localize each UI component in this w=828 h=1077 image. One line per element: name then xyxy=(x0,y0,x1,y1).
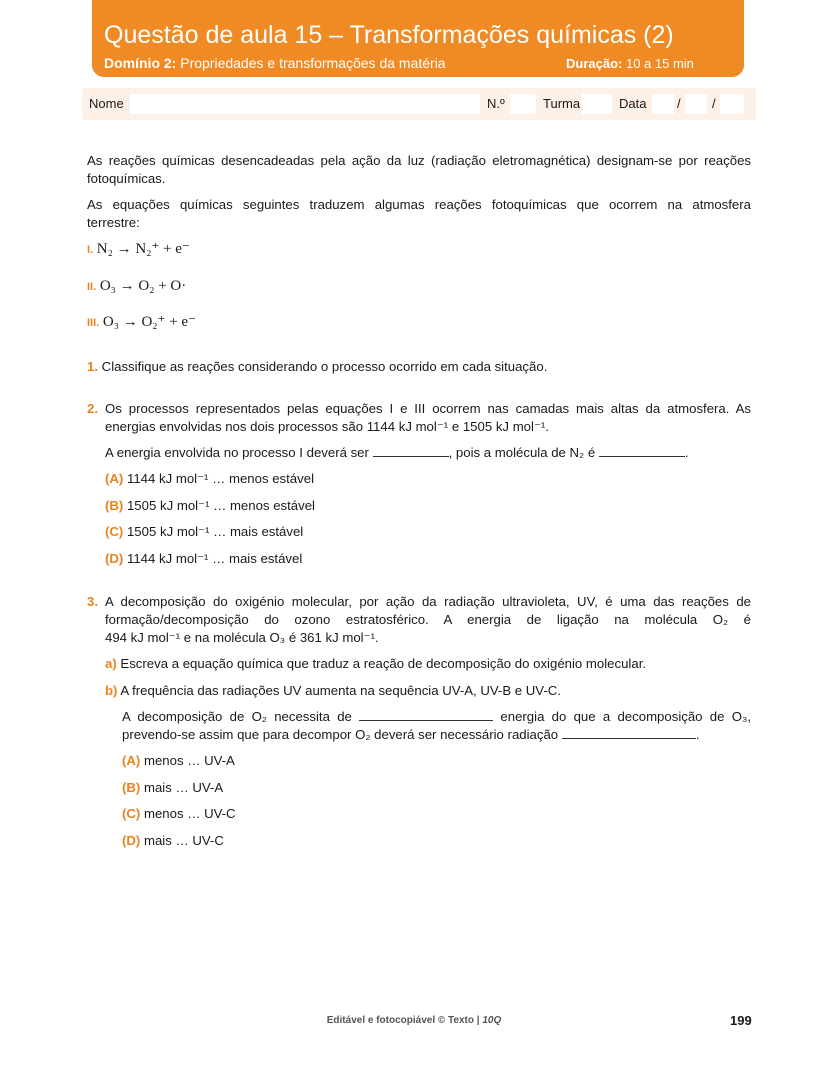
option-text: 1144 kJ mol⁻¹ … mais estável xyxy=(123,551,303,566)
question-stem xyxy=(105,444,689,462)
answer-blank[interactable] xyxy=(359,708,493,721)
subquestion-a xyxy=(105,655,646,673)
question-text: 494 kJ mol⁻¹ e na molécula O₃ é 361 kJ mol⁻¹. xyxy=(105,630,379,645)
domain-label: Domínio 2: xyxy=(104,55,177,71)
intro-line: fotoquímicas. xyxy=(87,171,166,186)
option-text: mais … UV-A xyxy=(140,780,224,795)
option-letter: (D) xyxy=(105,551,124,566)
option-text: 1144 kJ mol⁻¹ … menos estável xyxy=(123,471,314,486)
equation-item xyxy=(87,277,186,296)
date-slash: / xyxy=(712,96,716,111)
stem-text: A decomposição de O₂ necessita de xyxy=(122,709,360,724)
stem-text: energia do que a decomposição de O₃, xyxy=(493,709,751,724)
answer-blank[interactable] xyxy=(562,726,696,739)
equation-label: III. xyxy=(87,317,100,329)
stem-text: . xyxy=(684,445,689,460)
footer-text: Editável e fotocopiável © Texto | xyxy=(326,1015,483,1026)
date-label: Data xyxy=(619,96,647,111)
subquestion-b xyxy=(105,682,561,700)
question-text: energias envolvidas nos dois processos são 1144 kJ mol⁻¹ e 1505 kJ mol⁻¹. xyxy=(105,419,549,434)
question-text: formação/decomposição do ozono estratosférico. A energia de ligação na molécula O₂ é xyxy=(105,612,751,627)
option-d[interactable] xyxy=(122,832,224,850)
question-number: 3. xyxy=(87,594,98,609)
option-b[interactable] xyxy=(105,497,315,515)
header-banner xyxy=(92,0,744,77)
option-letter: (A) xyxy=(122,753,141,768)
option-letter: (B) xyxy=(105,498,124,513)
subquestion-label: a) xyxy=(105,656,117,671)
date-year-field[interactable] xyxy=(720,94,744,114)
question-text: Os processos representados pelas equações I e III ocorrem nas camadas mais altas da atmosfera. As xyxy=(105,401,751,416)
duration-text: 10 a 15 min xyxy=(622,56,694,71)
answer-blank[interactable] xyxy=(373,444,449,457)
duration-line xyxy=(566,55,694,73)
domain-line xyxy=(104,54,446,72)
equation-text: O₃ → O₂ + O· xyxy=(99,278,187,294)
option-b[interactable] xyxy=(122,779,223,797)
equation-item xyxy=(87,240,190,259)
question-number: 2. xyxy=(87,401,98,416)
stem-text: . xyxy=(695,727,700,742)
equation-item xyxy=(87,313,196,332)
option-text: mais … UV-C xyxy=(140,833,224,848)
number-label: N.º xyxy=(487,96,505,111)
equation-label: II. xyxy=(87,281,97,293)
option-text: menos … UV-C xyxy=(140,806,236,821)
name-field[interactable] xyxy=(130,94,480,114)
option-letter: (C) xyxy=(105,524,124,539)
subquestion-label: b) xyxy=(105,683,118,698)
number-field[interactable] xyxy=(510,94,536,114)
option-text: 1505 kJ mol⁻¹ … mais estável xyxy=(123,524,304,539)
intro-line: terrestre: xyxy=(87,215,140,230)
option-letter: (C) xyxy=(122,806,141,821)
footer-brand: 10Q xyxy=(482,1015,502,1026)
question-text: Classifique as reações considerando o processo ocorrido em cada situação. xyxy=(101,359,548,374)
date-month-field[interactable] xyxy=(685,94,707,114)
equation-label: I. xyxy=(87,244,94,256)
option-d[interactable] xyxy=(105,550,302,568)
question-number: 1. xyxy=(87,359,98,374)
equation-text: N₂ → N₂⁺ + e⁻ xyxy=(96,241,190,257)
stem-text: , pois a molécula de N₂ é xyxy=(448,445,599,460)
intro-line: As equações químicas seguintes traduzem algumas reações fotoquímicas que ocorrem na atmosfera xyxy=(87,197,751,212)
class-field[interactable] xyxy=(582,94,612,114)
class-label: Turma xyxy=(543,96,581,111)
name-label: Nome xyxy=(89,96,124,111)
date-day-field[interactable] xyxy=(652,94,674,114)
student-info-bar xyxy=(82,88,756,120)
intro-line: As reações químicas desencadeadas pela ação da luz (radiação eletromagnética) designam-se por reações xyxy=(87,153,751,168)
answer-blank[interactable] xyxy=(599,444,685,457)
stem-text: A energia envolvida no processo I deverá ser xyxy=(105,445,373,460)
domain-text: Propriedades e transformações da matéria xyxy=(176,55,446,71)
date-slash: / xyxy=(677,96,681,111)
duration-label: Duração: xyxy=(566,56,623,71)
option-c[interactable] xyxy=(105,523,303,541)
question-stem xyxy=(122,726,699,744)
subquestion-text: Escreva a equação química que traduz a reação de decomposição do oxigénio molecular. xyxy=(116,656,647,671)
stem-text: prevendo-se assim que para decompor O₂ deverá ser necessário radiação xyxy=(122,727,562,742)
option-letter: (D) xyxy=(122,833,141,848)
option-letter: (A) xyxy=(105,471,124,486)
option-text: 1505 kJ mol⁻¹ … menos estável xyxy=(123,498,315,513)
page-title: Questão de aula 15 – Transformações químicas (2) xyxy=(104,21,674,49)
question-text: A decomposição do oxigénio molecular, por ação da radiação ultravioleta, UV, é uma das reações de xyxy=(105,594,751,609)
option-c[interactable] xyxy=(122,805,236,823)
equation-text: O₃ → O₂⁺ + e⁻ xyxy=(102,314,196,330)
question-1 xyxy=(87,358,547,376)
option-a[interactable] xyxy=(122,752,235,770)
footer-credit xyxy=(0,1015,828,1026)
page-number: 199 xyxy=(730,1013,752,1028)
subquestion-text: A frequência das radiações UV aumenta na sequência UV-A, UV-B e UV-C. xyxy=(117,683,561,698)
option-text: menos … UV-A xyxy=(140,753,235,768)
option-a[interactable] xyxy=(105,470,314,488)
question-stem xyxy=(122,708,751,726)
option-letter: (B) xyxy=(122,780,141,795)
